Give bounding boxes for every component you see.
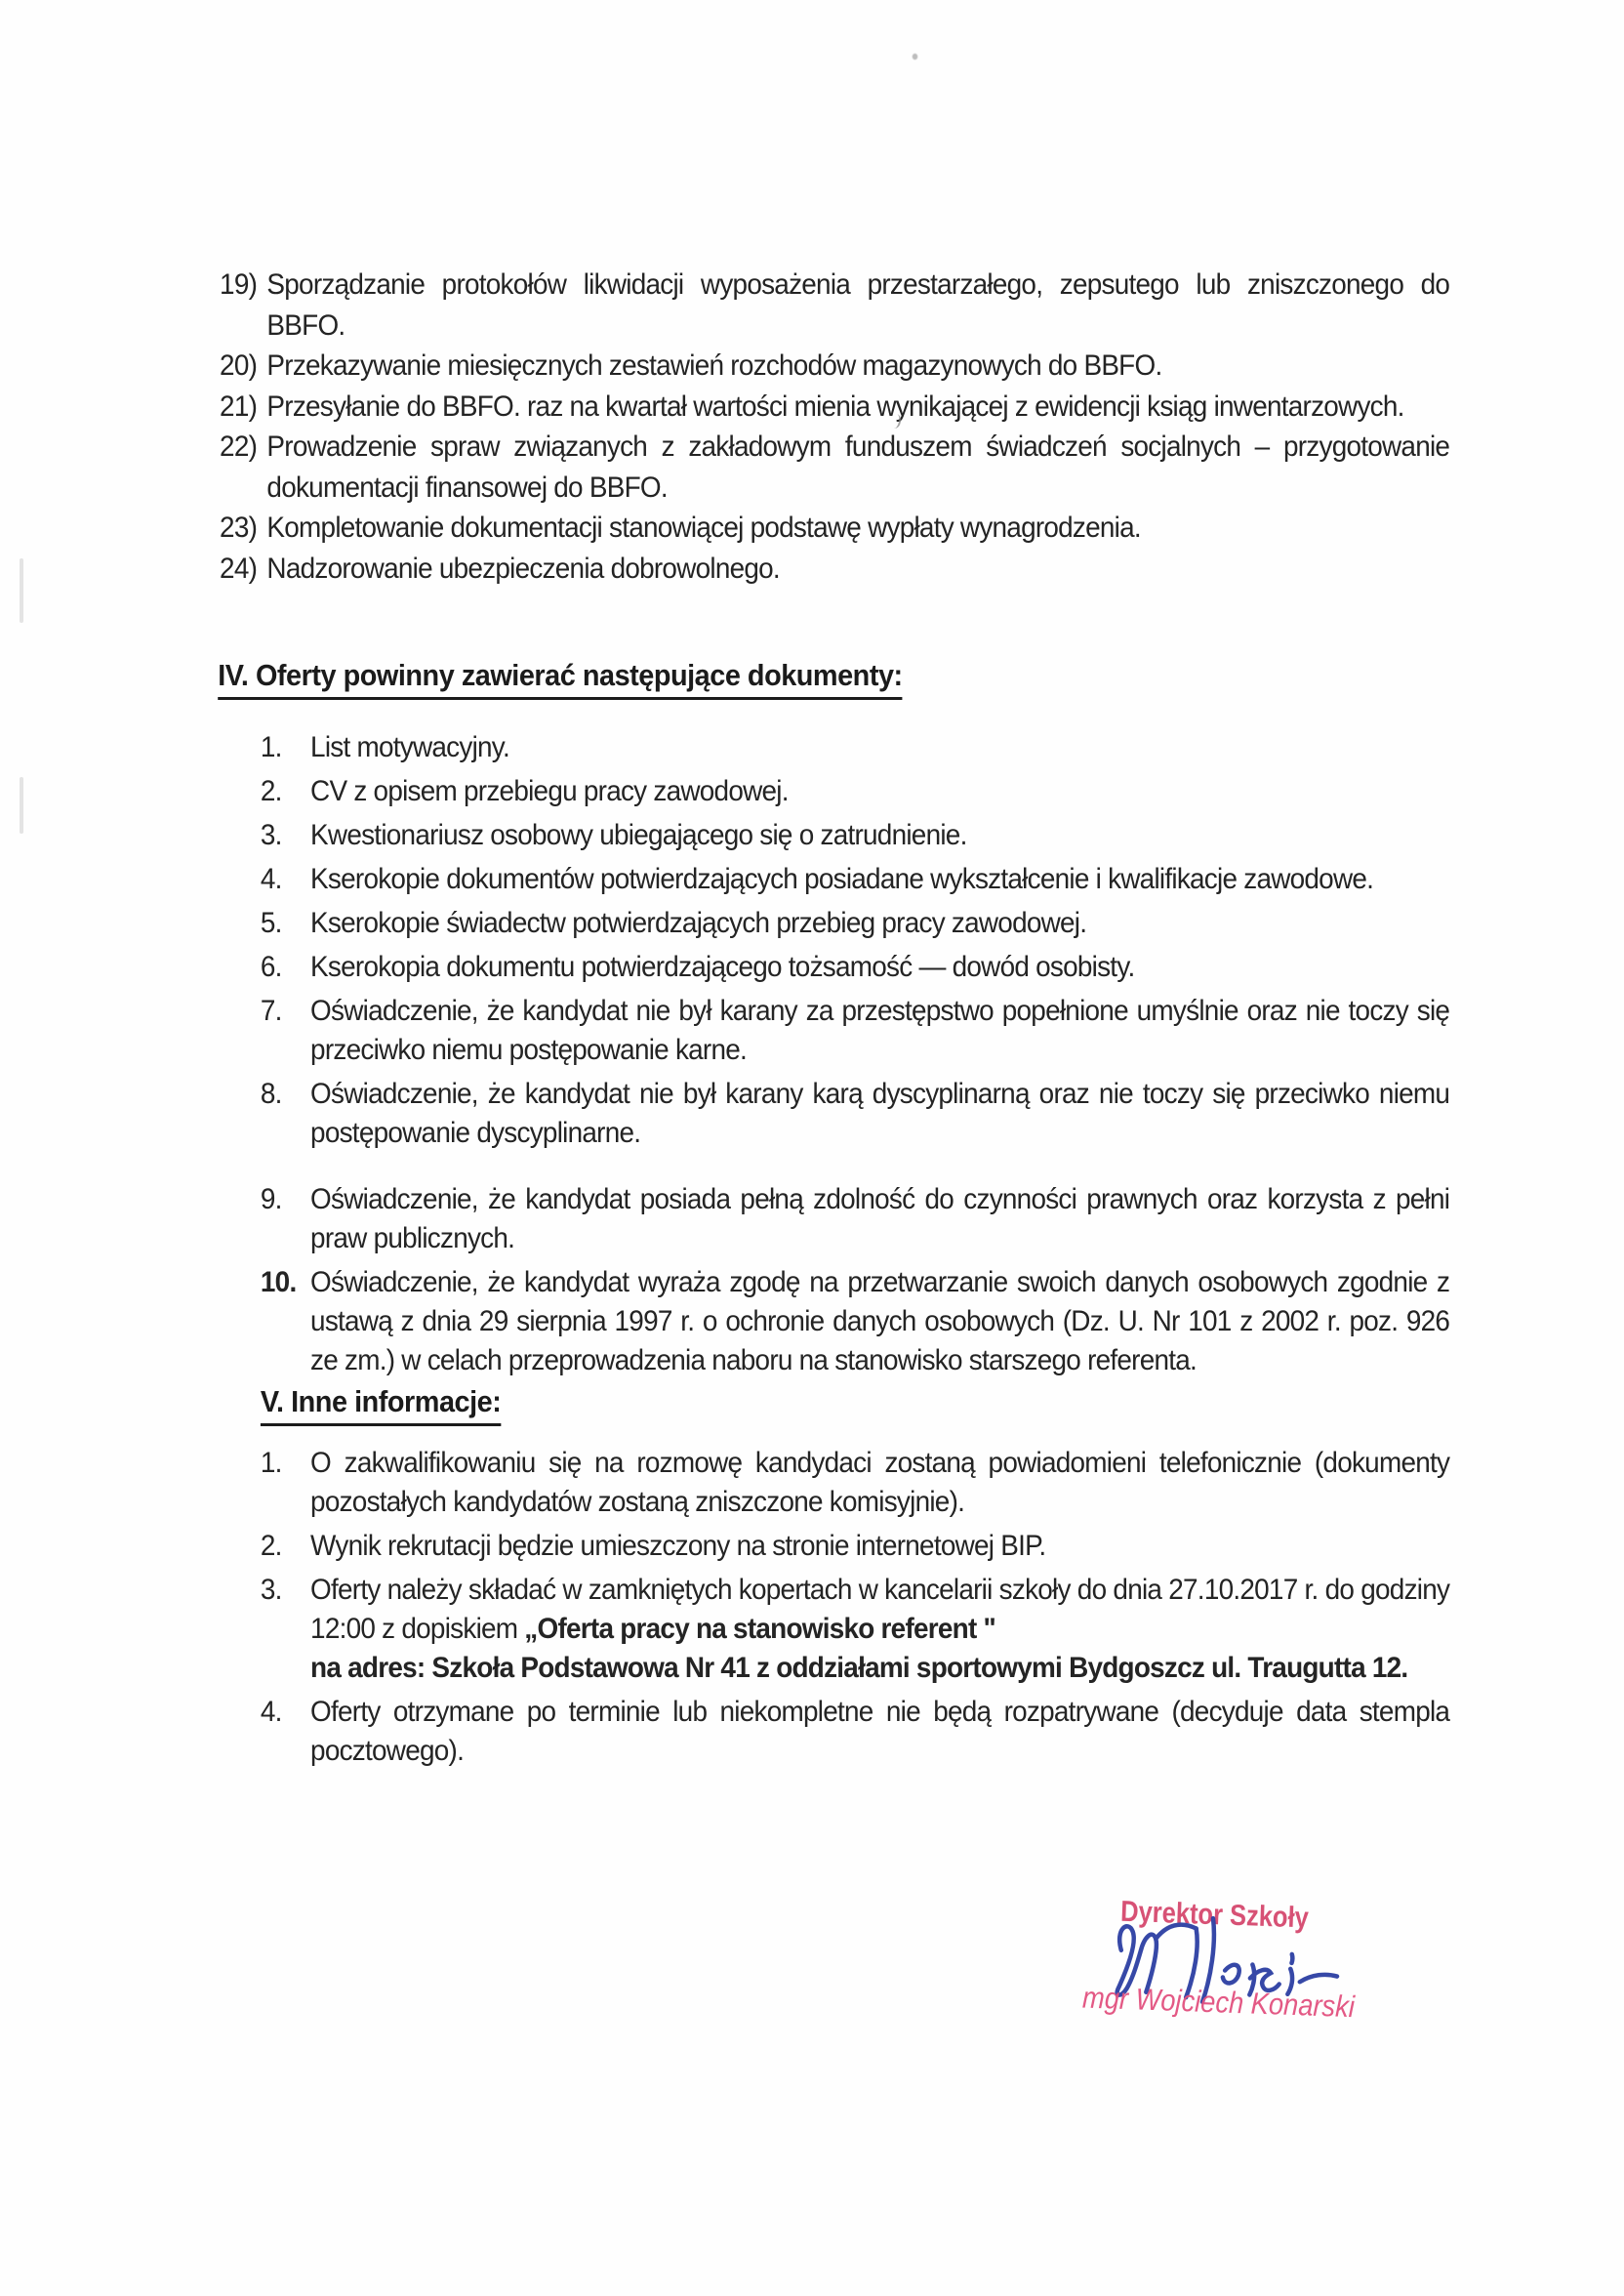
list-number: 2. bbox=[260, 1530, 282, 1562]
section-heading-iv-text: IV. Oferty powinny zawierać następujące dokumenty: bbox=[218, 655, 902, 700]
list-item bbox=[261, 728, 1449, 767]
list-number: 5. bbox=[260, 907, 282, 939]
list-item bbox=[220, 265, 1449, 346]
list-item bbox=[261, 904, 1449, 943]
list-item-text: Kserokopia dokumentu potwierdzającego tożsamość — dowód osobisty. bbox=[310, 951, 1135, 983]
list-number: 8. bbox=[260, 1078, 282, 1110]
list-item-text: Wynik rekrutacji będzie umieszczony na stronie internetowej BIP. bbox=[310, 1530, 1046, 1562]
section-heading-iv bbox=[218, 655, 1624, 700]
list-number: 10. bbox=[260, 1266, 297, 1298]
scan-artifact-smudge bbox=[20, 777, 23, 834]
scan-artifact-smudge bbox=[20, 558, 23, 623]
list-number: 1. bbox=[260, 731, 282, 763]
list-number: 24) bbox=[220, 552, 258, 585]
list-item-text: Kompletowanie dokumentacji stanowiącej podstawę wypłaty wynagrodzenia. bbox=[266, 512, 1141, 544]
list-item bbox=[261, 860, 1449, 899]
list-item bbox=[220, 346, 1449, 387]
list-item bbox=[261, 772, 1449, 811]
list-item-text: Kserokopie świadectw potwierdzających przebieg pracy zawodowej. bbox=[310, 907, 1087, 939]
scan-artifact-speck bbox=[912, 53, 918, 61]
info-list bbox=[261, 1444, 1449, 1771]
offer-title-bold: „Oferta pracy na stanowisko referent " bbox=[524, 1613, 995, 1645]
list-item bbox=[261, 1444, 1449, 1522]
list-item-text: Oświadczenie, że kandydat wyraża zgodę na przetwarzanie swoich danych osobowych zgodnie z ustawą z dnia 29 sierpnia 1997 r. o ochronie danych osobowych (Dz. U. Nr 101 z 2002 r. poz. 926 ze zm.) w celach przeprowadzenia naboru na stanowisko starszego referenta. bbox=[310, 1266, 1450, 1376]
list-number: 4. bbox=[260, 863, 282, 895]
list-item bbox=[220, 508, 1449, 549]
stamp-director-title: Dyrektor Szkoły bbox=[1119, 1895, 1310, 1935]
offer-submission-text: Oferty należy składać w zamkniętych kopertach w kancelarii szkoły do dnia 27.10.2017 r. do godziny 12:00 z dopiskiem bbox=[310, 1574, 1450, 1645]
list-item bbox=[261, 1527, 1449, 1566]
duties-list bbox=[220, 265, 1449, 589]
list-item-text: Kserokopie dokumentów potwierdzających posiadane wykształcenie i kwalifikacje zawodowe. bbox=[310, 863, 1374, 895]
list-item-text: Oferty otrzymane po terminie lub niekompletne nie będą rozpatrywane (decyduje data stempla pocztowego). bbox=[310, 1696, 1450, 1767]
list-item bbox=[261, 816, 1449, 855]
list-number: 4. bbox=[260, 1696, 282, 1728]
list-number: 9. bbox=[260, 1183, 282, 1215]
list-item bbox=[220, 427, 1449, 508]
documents-list bbox=[261, 728, 1449, 1380]
list-item bbox=[261, 1263, 1449, 1380]
list-item-text: List motywacyjny. bbox=[310, 731, 509, 763]
list-item-text: Przekazywanie miesięcznych zestawień rozchodów magazynowych do BBFO. bbox=[266, 349, 1162, 382]
list-item bbox=[261, 948, 1449, 987]
list-number: 6. bbox=[260, 951, 282, 983]
stamp-director-name: mgr Wojciech Konarski bbox=[1081, 1980, 1356, 2025]
list-number: 1. bbox=[260, 1447, 282, 1479]
list-item-text: Oświadczenie, że kandydat nie był karany za przestępstwo popełnione umyślnie oraz nie toczy się przeciwko niemu postępowanie karne. bbox=[310, 995, 1450, 1066]
list-number: 19) bbox=[220, 268, 258, 301]
list-number: 7. bbox=[260, 995, 282, 1027]
list-item bbox=[261, 1571, 1449, 1688]
list-item-text: CV z opisem przebiegu pracy zawodowej. bbox=[310, 775, 789, 807]
list-item bbox=[220, 387, 1449, 428]
list-number: 3. bbox=[260, 819, 282, 851]
list-item bbox=[261, 1075, 1449, 1153]
list-item bbox=[261, 992, 1449, 1070]
list-item-text: Przesyłanie do BBFO. raz na kwartał wartości mienia wynikającej z ewidencji ksiąg inwentarzowych. bbox=[266, 390, 1404, 423]
list-number: 3. bbox=[260, 1574, 282, 1606]
list-number: 22) bbox=[220, 430, 258, 463]
list-number: 2. bbox=[260, 775, 282, 807]
list-number: 21) bbox=[220, 390, 258, 423]
list-item-text: Oświadczenie, że kandydat posiada pełną zdolność do czynności prawnych oraz korzysta z pełni praw publicznych. bbox=[310, 1183, 1450, 1254]
school-address-bold: na adres: Szkoła Podstawowa Nr 41 z oddziałami sportowymi Bydgoszcz ul. Traugutta 12. bbox=[310, 1652, 1408, 1684]
list-item-text bbox=[310, 1571, 1449, 1688]
section-heading-v bbox=[261, 1381, 1624, 1426]
list-item-text: Oświadczenie, że kandydat nie był karany karą dyscyplinarną oraz nie toczy się przeciwko niemu postępowanie dyscyplinarne. bbox=[310, 1078, 1450, 1149]
list-item-text: Prowadzenie spraw związanych z zakładowym funduszem świadczeń socjalnych – przygotowanie dokumentacji finansowej do BBFO. bbox=[266, 430, 1450, 504]
signature-block bbox=[1059, 1886, 1416, 2064]
list-item bbox=[261, 1693, 1449, 1771]
list-item-text: Kwestionariusz osobowy ubiegającego się o zatrudnienie. bbox=[310, 819, 967, 851]
section-heading-v-text: V. Inne informacje: bbox=[261, 1381, 501, 1426]
list-item bbox=[261, 1180, 1449, 1258]
list-item bbox=[220, 549, 1449, 590]
list-item-text: Nadzorowanie ubezpieczenia dobrowolnego. bbox=[266, 552, 780, 585]
list-number: 23) bbox=[220, 512, 258, 544]
list-item-text: Sporządzanie protokołów likwidacji wyposażenia przestarzałego, zepsutego lub zniszczonego do BBFO. bbox=[266, 268, 1450, 342]
list-item-text: O zakwalifikowaniu się na rozmowę kandydaci zostaną powiadomieni telefonicznie (dokumenty pozostałych kandydatów zostaną zniszczone komisyjnie). bbox=[310, 1447, 1450, 1518]
list-number: 20) bbox=[220, 349, 258, 382]
